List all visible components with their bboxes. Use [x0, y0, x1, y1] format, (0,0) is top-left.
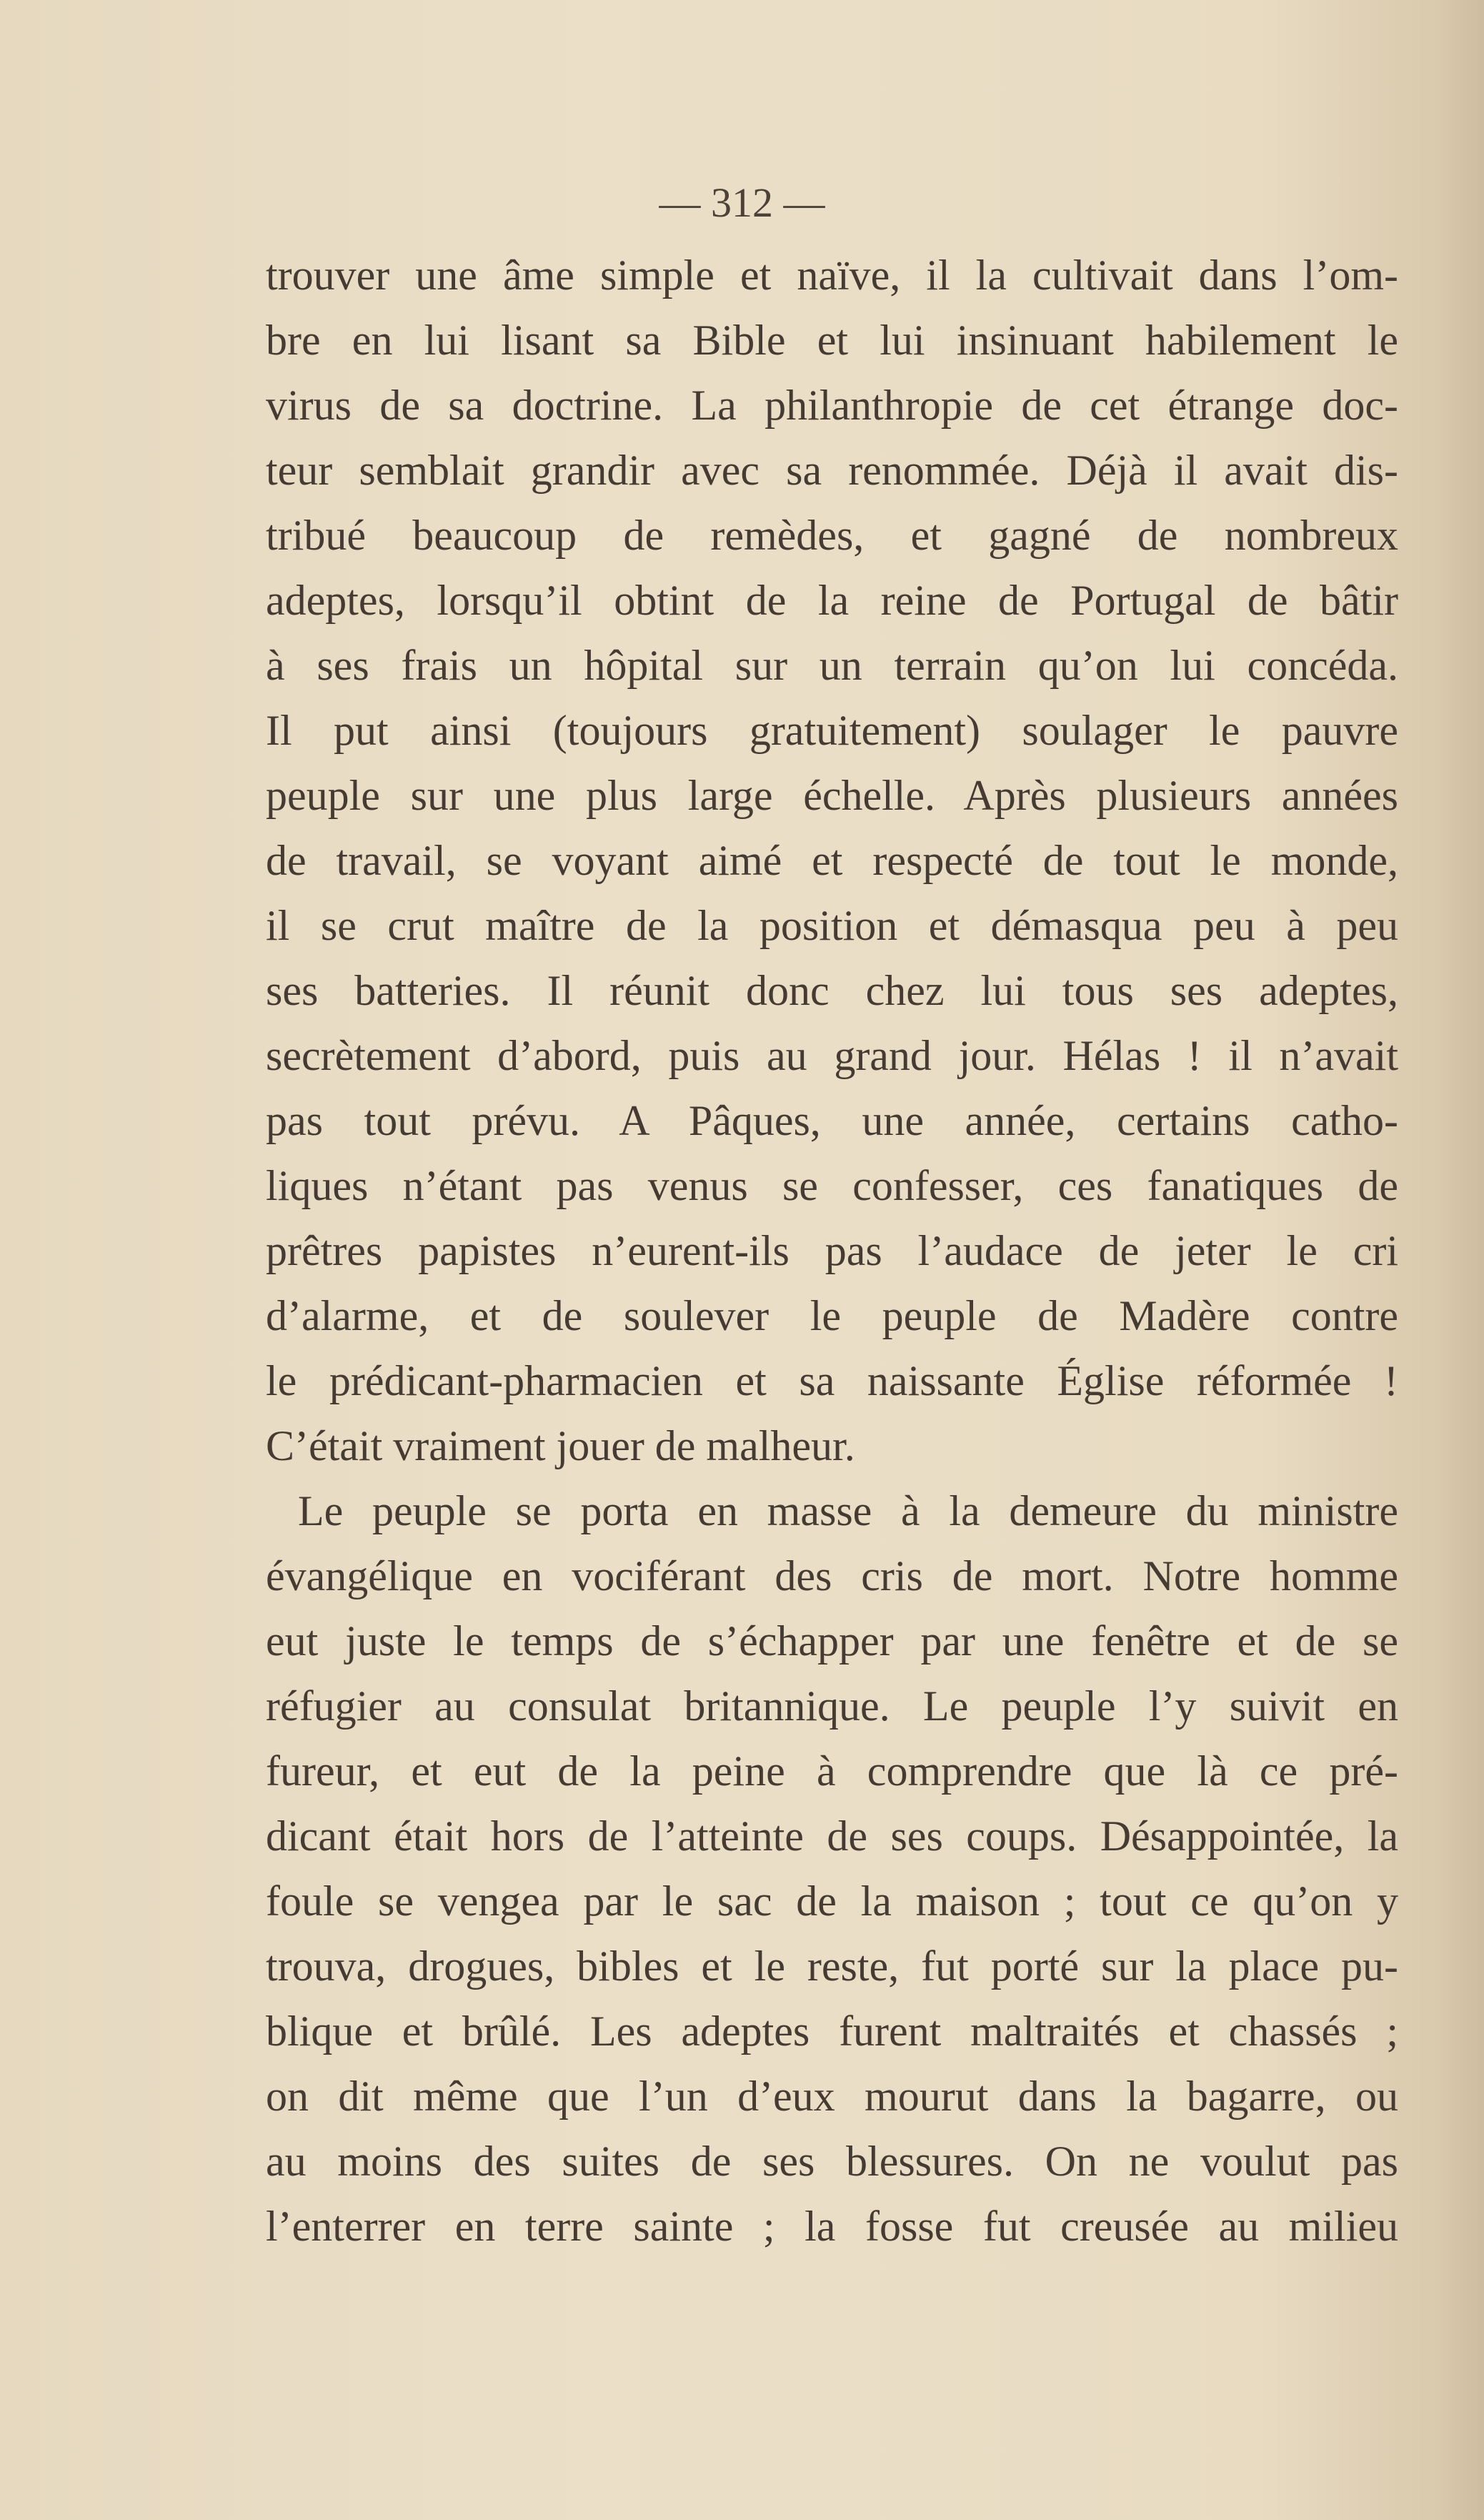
text-line: prêtres papistes n’eurent-ils pas l’audace de jeter le cri	[266, 1227, 1398, 1274]
text-line: évangélique en vociférant des cris de mort. Notre homme	[266, 1552, 1398, 1599]
text-line: C’était vraiment jouer de malheur.	[266, 1422, 855, 1469]
text-line: l’enterrer en terre sainte ; la fosse fut creusée au milieu	[266, 2203, 1398, 2250]
text-line: le prédicant-pharmacien et sa naissante Église réformée !	[266, 1357, 1398, 1404]
text-line: au moins des suites de ses blessures. On ne voulut pas	[266, 2138, 1398, 2185]
text-line: il se crut maître de la position et démasqua peu à peu	[266, 902, 1398, 949]
text-line: pas tout prévu. A Pâques, une année, certains catho-	[266, 1097, 1398, 1144]
text-line: trouver une âme simple et naïve, il la cultivait dans l’om-	[266, 252, 1398, 299]
text-line: de travail, se voyant aimé et respecté de tout le monde,	[266, 837, 1398, 884]
text-line: eut juste le temps de s’échapper par une fenêtre et de se	[266, 1617, 1398, 1665]
text-line: liques n’étant pas venus se confesser, ces fanatiques de	[266, 1162, 1398, 1209]
text-line: adeptes, lorsqu’il obtint de la reine de Portugal de bâtir	[266, 577, 1398, 624]
text-line: trouva, drogues, bibles et le reste, fut porté sur la place pu-	[266, 1943, 1398, 1990]
text-line: à ses frais un hôpital sur un terrain qu’on lui concéda.	[266, 642, 1398, 689]
text-line: fureur, et eut de la peine à comprendre que là ce pré-	[266, 1747, 1398, 1795]
body-text	[266, 243, 1398, 2259]
text-line: bre en lui lisant sa Bible et lui insinuant habilement le	[266, 317, 1398, 364]
text-line: Le peuple se porta en masse à la demeure du ministre	[298, 1487, 1398, 1534]
text-line: d’alarme, et de soulever le peuple de Madère contre	[266, 1292, 1398, 1339]
text-line: ses batteries. Il réunit donc chez lui tous ses adeptes,	[266, 967, 1398, 1014]
text-line: Il put ainsi (toujours gratuitement) soulager le pauvre	[266, 707, 1398, 754]
text-line: peuple sur une plus large échelle. Après plusieurs années	[266, 772, 1398, 819]
page-number: — 312 —	[659, 179, 825, 226]
text-line: blique et brûlé. Les adeptes furent maltraités et chassés ;	[266, 2008, 1398, 2055]
text-line: foule se vengea par le sac de la maison ; tout ce qu’on y	[266, 1877, 1398, 1925]
text-line: réfugier au consulat britannique. Le peuple l’y suivit en	[266, 1682, 1398, 1730]
paragraph	[266, 243, 1398, 1479]
paragraph	[266, 1479, 1398, 2259]
text-line: teur semblait grandir avec sa renommée. Déjà il avait dis-	[266, 447, 1398, 494]
text-line: dicant était hors de l’atteinte de ses coups. Désappointée, la	[266, 1812, 1398, 1860]
text-line: tribué beaucoup de remèdes, et gagné de nombreux	[266, 512, 1398, 559]
text-line: virus de sa doctrine. La philanthropie de cet étrange doc-	[266, 382, 1398, 429]
text-line: on dit même que l’un d’eux mourut dans la bagarre, ou	[266, 2073, 1398, 2120]
text-line: secrètement d’abord, puis au grand jour. Hélas ! il n’avait	[266, 1032, 1398, 1079]
